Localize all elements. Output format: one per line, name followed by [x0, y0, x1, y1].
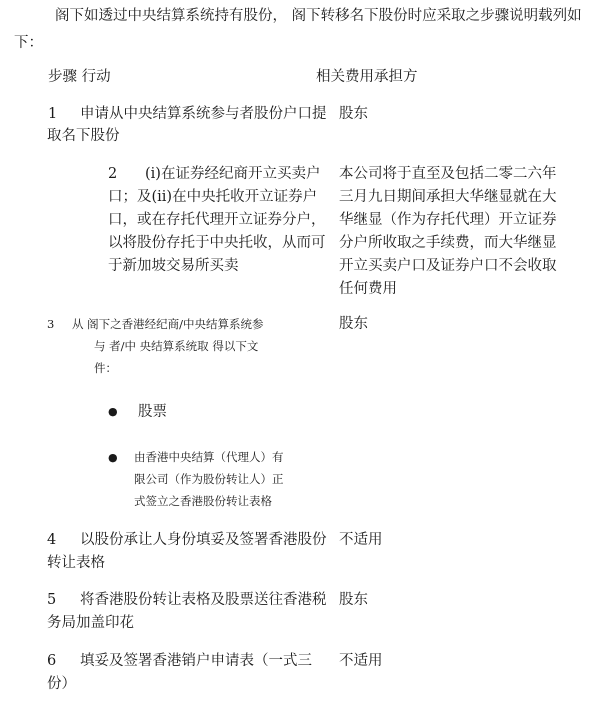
step-2-cost-line-6: 任何费用: [339, 281, 397, 297]
step-6-action-line-2: 份）: [47, 676, 76, 692]
step-1-action-line-1: 申请从中央结算系统参与者股份户口提: [80, 106, 327, 122]
step-2-action-line-1: (i)在证券经纪商开立买卖户: [145, 166, 321, 182]
step-2-cost-line-2: 三月九日期间承担大华继显就在大: [339, 189, 557, 205]
step-6-action-line-1: 填妥及签署香港销户申请表（一式三: [80, 653, 312, 669]
step-3-bullet-2-line-2: 限公司（作为股份转让人）正: [134, 472, 284, 486]
intro-line-2: 下：: [14, 35, 43, 51]
header-cost-bearer: 相关费用承担方: [316, 69, 418, 85]
bullet-icon: ●: [108, 405, 118, 418]
step-2-cost-line-4: 分户所收取之手续费，而大华继显: [339, 235, 557, 251]
step-3-action-line-2: 与 者/中 央结算系统取 得以下文: [94, 339, 259, 353]
step-4-action-line-1: 以股份承让人身份填妥及签署香港股份: [80, 532, 327, 548]
step-2-action-line-2: 口；及(ii)在中央托收开立证券户: [108, 189, 318, 205]
step-5-cost: 股东: [339, 592, 368, 608]
step-number: 3: [47, 317, 55, 331]
step-number: 4: [47, 532, 57, 548]
step-5-action-line-1: 将香港股份转让表格及股票送往香港税: [80, 592, 327, 608]
step-2-action-line-4: 以将股份存托于中央托收，从而可: [108, 235, 326, 251]
header-step-action: 步骤 行动: [48, 69, 111, 85]
step-4-action-line-2: 转让表格: [47, 555, 105, 571]
step-5-action-line-2: 务局加盖印花: [47, 615, 134, 631]
step-1-cost: 股东: [339, 106, 368, 122]
step-3-bullet-1: 股票: [138, 404, 167, 420]
step-3-bullet-2-line-3: 式签立之香港股份转让表格: [134, 494, 272, 508]
step-number: 6: [47, 653, 57, 669]
step-3-action-line-3: 件：: [94, 361, 117, 375]
step-3-cost: 股东: [339, 316, 368, 332]
step-number: 5: [47, 592, 57, 608]
step-3-bullet-2-line-1: 由香港中央结算（代理人）有: [134, 450, 284, 464]
step-3-action-line-1: 从 阁下之香港经纪商/中央结算系统参: [72, 317, 264, 331]
step-1-action-line-2: 取名下股份: [47, 128, 120, 144]
intro-line-1: 阁下如透过中央结算系统持有股份， 阁下转移名下股份时应采取之步骤说明载列如: [55, 8, 582, 24]
step-2-action-line-5: 于新加坡交易所买卖: [108, 258, 239, 274]
step-2-cost-line-3: 华继显（作为存托代理）开立证券: [339, 212, 557, 228]
step-number: 2: [108, 166, 118, 182]
bullet-icon: ●: [108, 451, 118, 464]
step-2-action-line-3: 口，或在存托代理开立证券分户，: [108, 212, 326, 228]
step-number: 1: [48, 106, 58, 122]
step-2-cost-line-1: 本公司将于直至及包括二零二六年: [339, 166, 557, 182]
step-2-cost-line-5: 开立买卖户口及证券户口不会收取: [339, 258, 557, 274]
step-6-cost: 不适用: [339, 653, 383, 669]
step-4-cost: 不适用: [339, 532, 383, 548]
